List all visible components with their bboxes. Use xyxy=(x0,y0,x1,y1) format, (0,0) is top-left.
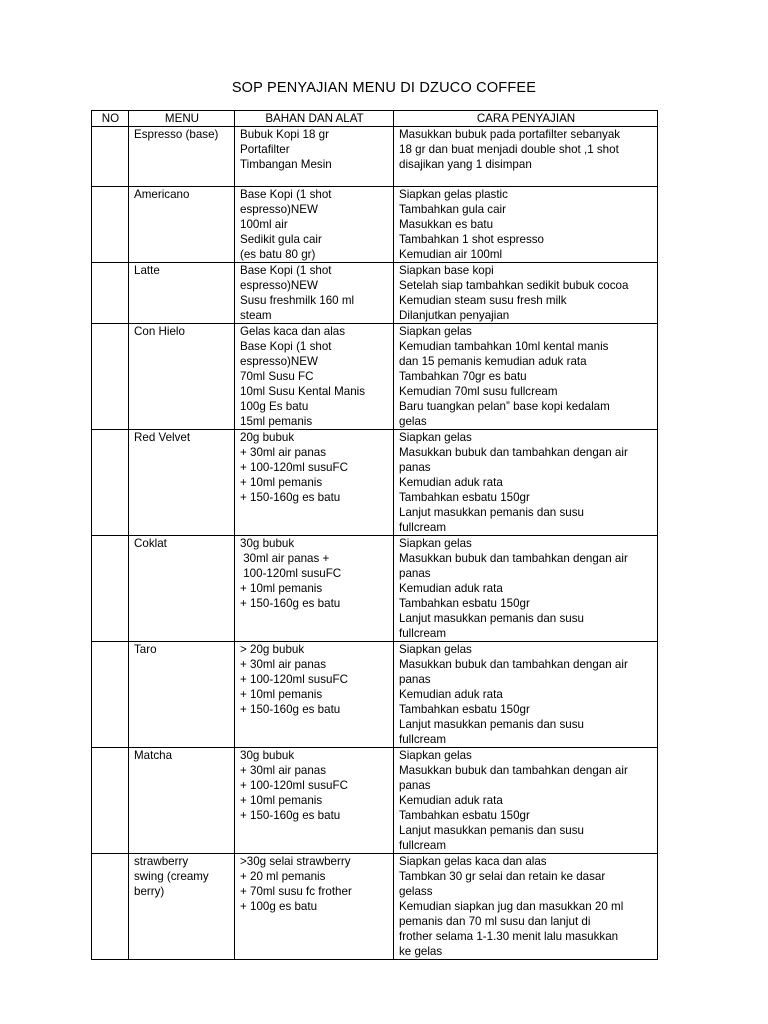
bahan-line: > 20g bubuk xyxy=(240,643,305,656)
bahan-line: 100g Es batu xyxy=(240,400,309,413)
cara-line: Tambahkan gula cair xyxy=(399,203,506,216)
table-row xyxy=(92,127,658,187)
table-row xyxy=(92,187,658,263)
bahan-line: + 100-120ml susuFC xyxy=(240,673,348,686)
bahan-line: + 30ml air panas xyxy=(240,446,327,459)
menu-line: berry) xyxy=(134,885,165,898)
cell-menu xyxy=(129,127,235,187)
cell-no xyxy=(92,187,129,263)
menu-line: Matcha xyxy=(134,749,173,762)
cell-bahan xyxy=(235,854,394,960)
cell-bahan xyxy=(235,263,394,324)
cara-line: Lanjut masukkan pemanis dan susu xyxy=(399,612,584,625)
cell-menu xyxy=(129,187,235,263)
cara-line: Kemudian tambahkan 10ml kental manis xyxy=(399,340,609,353)
cell-no xyxy=(92,854,129,960)
cell-bahan xyxy=(235,187,394,263)
cara-line: panas xyxy=(399,461,431,474)
cara-line: Masukkan bubuk dan tambahkan dengan air xyxy=(399,446,628,459)
bahan-line: + 100g es batu xyxy=(240,900,318,913)
cell-cara xyxy=(394,642,658,748)
bahan-line: espresso)NEW xyxy=(240,355,318,368)
cara-line: Siapkan gelas kaca dan alas xyxy=(399,855,547,868)
cara-line: Lanjut masukkan pemanis dan susu xyxy=(399,718,584,731)
sop-table xyxy=(91,110,658,960)
cara-line: fullcream xyxy=(399,521,447,534)
cara-line: Kemudian aduk rata xyxy=(399,794,503,807)
cara-line: Tambahkan esbatu 150gr xyxy=(399,809,530,822)
menu-line: Coklat xyxy=(134,537,167,550)
cara-line: Kemudian siapkan jug dan masukkan 20 ml xyxy=(399,900,624,913)
cara-line: panas xyxy=(399,673,431,686)
menu-line: strawberry xyxy=(134,855,189,868)
cell-menu xyxy=(129,430,235,536)
cara-line: fullcream xyxy=(399,627,447,640)
bahan-line: Bubuk Kopi 18 gr xyxy=(240,128,329,141)
bahan-line: + 100-120ml susuFC xyxy=(240,461,348,474)
cell-no xyxy=(92,127,129,187)
menu-line: Taro xyxy=(134,643,157,656)
bahan-line: + 20 ml pemanis xyxy=(240,870,326,883)
cara-line: disajikan yang 1 disimpan xyxy=(399,158,532,171)
cell-bahan xyxy=(235,127,394,187)
cell-cara xyxy=(394,430,658,536)
cara-line: Tambahkan esbatu 150gr xyxy=(399,703,530,716)
cara-line: Lanjut masukkan pemanis dan susu xyxy=(399,506,584,519)
cara-line: Dilanjutkan penyajian xyxy=(399,309,510,322)
bahan-line: 70ml Susu FC xyxy=(240,370,314,383)
bahan-line: Base Kopi (1 shot xyxy=(240,188,332,201)
bahan-line: + 100-120ml susuFC xyxy=(240,779,348,792)
bahan-line: >30g selai strawberry xyxy=(240,855,351,868)
cell-no xyxy=(92,642,129,748)
bahan-line: espresso)NEW xyxy=(240,203,318,216)
bahan-line: + 30ml air panas xyxy=(240,658,327,671)
cara-line: Tambahkan esbatu 150gr xyxy=(399,597,530,610)
cara-line: gelas xyxy=(399,415,427,428)
cara-line: Kemudian aduk rata xyxy=(399,688,503,701)
cara-line: Siapkan gelas xyxy=(399,325,472,338)
cell-cara xyxy=(394,854,658,960)
cara-line: Lanjut masukkan pemanis dan susu xyxy=(399,824,584,837)
cara-line: Masukkan bubuk pada portafilter sebanyak xyxy=(399,128,621,141)
bahan-line: Portafilter xyxy=(240,143,290,156)
cara-line: Kemudian air 100ml xyxy=(399,248,503,261)
cara-line: Kemudian aduk rata xyxy=(399,476,503,489)
cara-line: frother selama 1-1.30 menit lalu masukkan xyxy=(399,930,619,943)
bahan-line: 30g bubuk xyxy=(240,537,295,550)
cara-line: pemanis dan 70 ml susu dan lanjut di xyxy=(399,915,591,928)
bahan-line: + 150-160g es batu xyxy=(240,491,341,504)
cell-bahan xyxy=(235,324,394,430)
cell-cara xyxy=(394,263,658,324)
menu-line: Red Velvet xyxy=(134,431,191,444)
bahan-line: + 10ml pemanis xyxy=(240,688,323,701)
cell-cara xyxy=(394,187,658,263)
cara-line: Tambahkan 1 shot espresso xyxy=(399,233,545,246)
cara-line: Masukkan es batu xyxy=(399,218,494,231)
menu-line: Latte xyxy=(134,264,160,277)
cara-line: Siapkan gelas xyxy=(399,643,472,656)
bahan-line: 100ml air xyxy=(240,218,288,231)
bahan-line: Sedikit gula cair xyxy=(240,233,322,246)
cara-line: panas xyxy=(399,779,431,792)
cara-line: gelass xyxy=(399,885,433,898)
menu-line: Con Hielo xyxy=(134,325,185,338)
cell-no xyxy=(92,536,129,642)
cell-bahan xyxy=(235,430,394,536)
bahan-line: Susu freshmilk 160 ml xyxy=(240,294,355,307)
bahan-line: 15ml pemanis xyxy=(240,415,313,428)
menu-line: swing (creamy xyxy=(134,870,209,883)
bahan-line: 30g bubuk xyxy=(240,749,295,762)
table-row xyxy=(92,536,658,642)
bahan-line: + 30ml air panas xyxy=(240,764,327,777)
cara-line: fullcream xyxy=(399,839,447,852)
cara-line: Siapkan gelas plastic xyxy=(399,188,508,201)
cara-line: Kemudian 70ml susu fullcream xyxy=(399,385,558,398)
bahan-line: 30ml air panas + xyxy=(240,552,330,565)
cell-bahan xyxy=(235,536,394,642)
cara-line: Masukkan bubuk dan tambahkan dengan air xyxy=(399,552,628,565)
cell-no xyxy=(92,263,129,324)
bahan-line: espresso)NEW xyxy=(240,279,318,292)
cell-cara xyxy=(394,324,658,430)
cara-line: dan 15 pemanis kemudian aduk rata xyxy=(399,355,587,368)
cell-menu xyxy=(129,324,235,430)
cara-line: Kemudian steam susu fresh milk xyxy=(399,294,567,307)
bahan-line: + 10ml pemanis xyxy=(240,794,323,807)
bahan-line: + 150-160g es batu xyxy=(240,597,341,610)
cara-line: ke gelas xyxy=(399,945,443,958)
cara-line: Tambkan 30 gr selai dan retain ke dasar xyxy=(399,870,606,883)
bahan-line: + 150-160g es batu xyxy=(240,809,341,822)
bahan-line: Gelas kaca dan alas xyxy=(240,325,346,338)
cara-line: panas xyxy=(399,567,431,580)
bahan-line: + 10ml pemanis xyxy=(240,582,323,595)
cell-bahan xyxy=(235,642,394,748)
table-row xyxy=(92,748,658,854)
bahan-line: 20g bubuk xyxy=(240,431,295,444)
cara-line: Siapkan gelas xyxy=(399,431,472,444)
cara-line: Kemudian aduk rata xyxy=(399,582,503,595)
cara-line: Tambahkan esbatu 150gr xyxy=(399,491,530,504)
header-no: NO xyxy=(92,111,129,127)
bahan-line: Timbangan Mesin xyxy=(240,158,332,171)
table-header-row xyxy=(92,111,658,127)
header-cara-penyajian: CARA PENYAJIAN xyxy=(394,111,658,127)
cara-line: Tambahkan 70gr es batu xyxy=(399,370,527,383)
table-row xyxy=(92,263,658,324)
table-row xyxy=(92,430,658,536)
cara-line: 18 gr dan buat menjadi double shot ,1 shot xyxy=(399,143,619,156)
cara-line: Siapkan base kopi xyxy=(399,264,494,277)
bahan-line: + 10ml pemanis xyxy=(240,476,323,489)
table-body xyxy=(92,127,658,960)
bahan-line: steam xyxy=(240,309,272,322)
bahan-line: + 70ml susu fc frother xyxy=(240,885,352,898)
bahan-line: Base Kopi (1 shot xyxy=(240,340,332,353)
cell-menu xyxy=(129,536,235,642)
cell-cara xyxy=(394,536,658,642)
cell-no xyxy=(92,430,129,536)
bahan-line: 100-120ml susuFC xyxy=(240,567,342,580)
table-row xyxy=(92,324,658,430)
bahan-line: + 150-160g es batu xyxy=(240,703,341,716)
cara-line: Setelah siap tambahkan sedikit bubuk cocoa xyxy=(399,279,629,292)
table-row xyxy=(92,642,658,748)
bahan-line: 10ml Susu Kental Manis xyxy=(240,385,366,398)
cell-no xyxy=(92,324,129,430)
cell-cara xyxy=(394,127,658,187)
page-title: SOP PENYAJIAN MENU DI DZUCO COFFEE xyxy=(231,80,537,96)
cell-no xyxy=(92,748,129,854)
cell-menu xyxy=(129,263,235,324)
menu-line: Americano xyxy=(134,188,190,201)
cell-menu xyxy=(129,854,235,960)
bahan-line: Base Kopi (1 shot xyxy=(240,264,332,277)
cara-line: Masukkan bubuk dan tambahkan dengan air xyxy=(399,658,628,671)
cell-cara xyxy=(394,748,658,854)
cara-line: Masukkan bubuk dan tambahkan dengan air xyxy=(399,764,628,777)
cara-line: Siapkan gelas xyxy=(399,749,472,762)
table-row xyxy=(92,854,658,960)
cell-bahan xyxy=(235,748,394,854)
cell-menu xyxy=(129,642,235,748)
menu-line: Espresso (base) xyxy=(134,128,219,141)
bahan-line: (es batu 80 gr) xyxy=(240,248,316,261)
cara-line: Siapkan gelas xyxy=(399,537,472,550)
cell-menu xyxy=(129,748,235,854)
cara-line: fullcream xyxy=(399,733,447,746)
cara-line: Baru tuangkan pelan” base kopi kedalam xyxy=(399,400,610,413)
header-bahan-dan-alat: BAHAN DAN ALAT xyxy=(235,111,394,127)
header-menu: MENU xyxy=(129,111,235,127)
